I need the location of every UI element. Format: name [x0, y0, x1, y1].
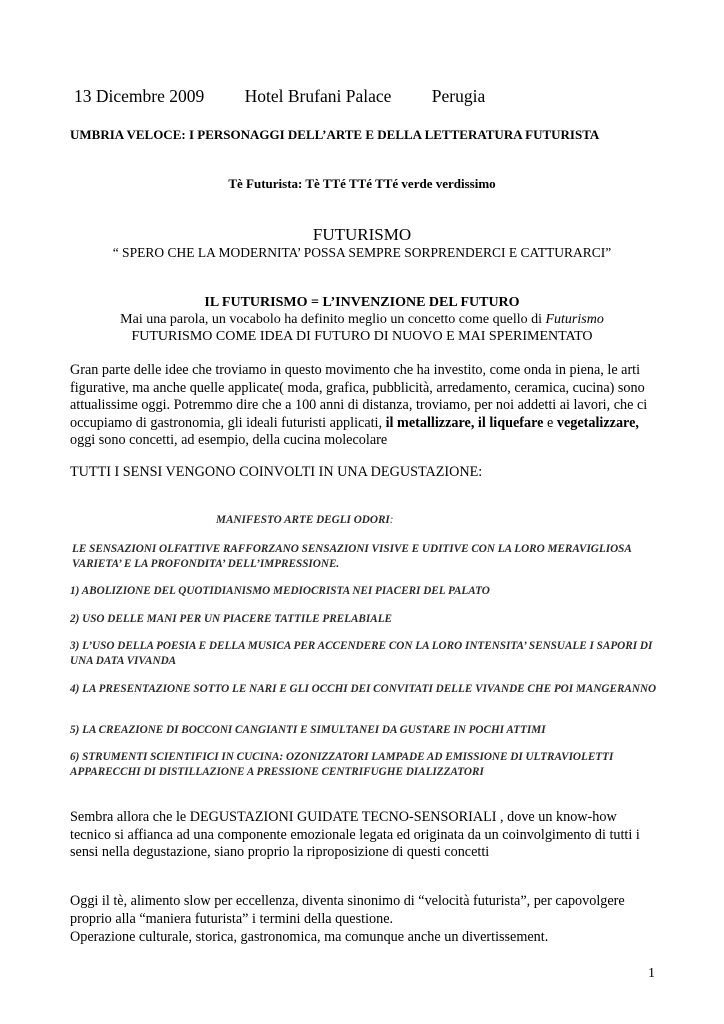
paragraph-1-text-a: Gran parte delle idee che troviamo in questo movimento che ha investito, come onda in piena, le arti figurative, ma anche quelle applicate( moda, grafica, pubblicità, arredamento, ceramica, cucina) sono attualissime oggi. Potremmo dire che a 100 anni di distanza, troviamo, per noi addetti ai lavori, che ci occupiamo di gastronomia, gli ideali futuristi applicati, — [70, 362, 648, 431]
manifesto-item: 1) ABOLIZIONE DEL QUOTIDIANISMO MEDIOCRISTA NEI PIACERI DEL PALATO — [70, 585, 490, 597]
header-venue: Hotel Brufani Palace — [244, 86, 392, 106]
futurismo-heading: FUTURISMO — [312, 225, 412, 244]
manifesto-item: 4) LA PRESENTAZIONE SOTTO LE NARI E GLI OCCHI DEI CONVITATI DELLE VIVANDE CHE POI MANGERANNO — [70, 683, 657, 695]
te-line: Tè Futurista: Tè TTé TTé TTé verde verdissimo — [228, 176, 496, 191]
senses-line: TUTTI I SENSI VENGONO COINVOLTI IN UNA DEGUSTAZIONE: — [70, 464, 483, 480]
manifesto-item: 2) USO DELLE MANI PER UN PIACERE TATTILE PRELABIALE — [70, 613, 393, 625]
futurismo-quote: “ SPERO CHE LA MODERNITA’ POSSA SEMPRE SORPRENDERCI E CATTURARCI” — [112, 245, 612, 260]
manifesto-intro: LE SENSAZIONI OLFATTIVE RAFFORZANO SENSAZIONI VISIVE E UDITIVE CON LA LORO MERAVIGLIOSA VARIETA’ E LA PROFONDITA’ DELL’IMPRESSIONE. — [72, 543, 632, 570]
manifesto-title-colon: : — [389, 514, 394, 526]
paragraph-1-bold-2: vegetalizzare, — [556, 414, 639, 431]
manifesto-title-text: MANIFESTO ARTE DEGLI ODORI — [216, 514, 390, 526]
invention-line-2: FUTURISMO COME IDEA DI FUTURO DI NUOVO E MAI SPERIMENTATO — [131, 329, 593, 344]
paragraph-4: Operazione culturale, storica, gastronomica, ma comunque anche un divertissement. — [70, 929, 549, 945]
paragraph-1-text-b: e — [543, 414, 557, 431]
event-title: UMBRIA VELOCE: I PERSONAGGI DELL’ARTE E DELLA LETTERATURA FUTURISTA — [70, 127, 600, 142]
header-city: Perugia — [431, 86, 486, 106]
paragraph-1-bold-1: il metallizzare, il liquefare — [385, 414, 544, 431]
paragraph-1 — [70, 362, 660, 450]
paragraph-1-text-c: oggi sono concetti, ad esempio, della cucina molecolare — [70, 432, 388, 448]
manifesto-title — [216, 514, 394, 526]
manifesto-item: 3) L’USO DELLA POESIA E DELLA MUSICA PER ACCENDERE CON LA LORO INTENSITA’ SENSUALE I SAPORI DI UNA DATA VIVANDA — [70, 640, 653, 667]
header-line — [74, 86, 485, 107]
invention-line-1 — [0, 312, 724, 328]
paragraph-2: Sembra allora che le DEGUSTAZIONI GUIDATE TECNO-SENSORIALI , dove un know-how tecnico si affianca ad una componente emozionale legata ed originata da un coinvolgimento di tutti i sensi nella degustazione, siano proprio la riproposizione di questi concetti — [70, 809, 640, 860]
invention-heading: IL FUTURISMO = L’INVENZIONE DEL FUTURO — [204, 295, 520, 310]
manifesto-item: 6) STRUMENTI SCIENTIFICI IN CUCINA: OZONIZZATORI LAMPADE AD EMISSIONE DI ULTRAVIOLETTI APPARECCHI DI DISTILLAZIONE A PRESSIONE CENTRIFUGHE DIALIZZATORI — [70, 751, 614, 778]
manifesto-item: 5) LA CREAZIONE DI BOCCONI CANGIANTI E SIMULTANEI DA GUSTARE IN POCHI ATTIMI — [70, 724, 546, 736]
page-number: 1 — [648, 966, 655, 981]
header-date: 13 Dicembre 2009 — [74, 86, 205, 106]
invention-line-1-italic: Futurismo — [545, 312, 604, 327]
paragraph-3: Oggi il tè, alimento slow per eccellenza, diventa sinonimo di “velocità futurista”, per capovolgere proprio alla “maniera futurista” i termini della questione. — [70, 893, 625, 927]
invention-line-1-text: Mai una parola, un vocabolo ha definito meglio un concetto come quello di — [120, 312, 546, 327]
